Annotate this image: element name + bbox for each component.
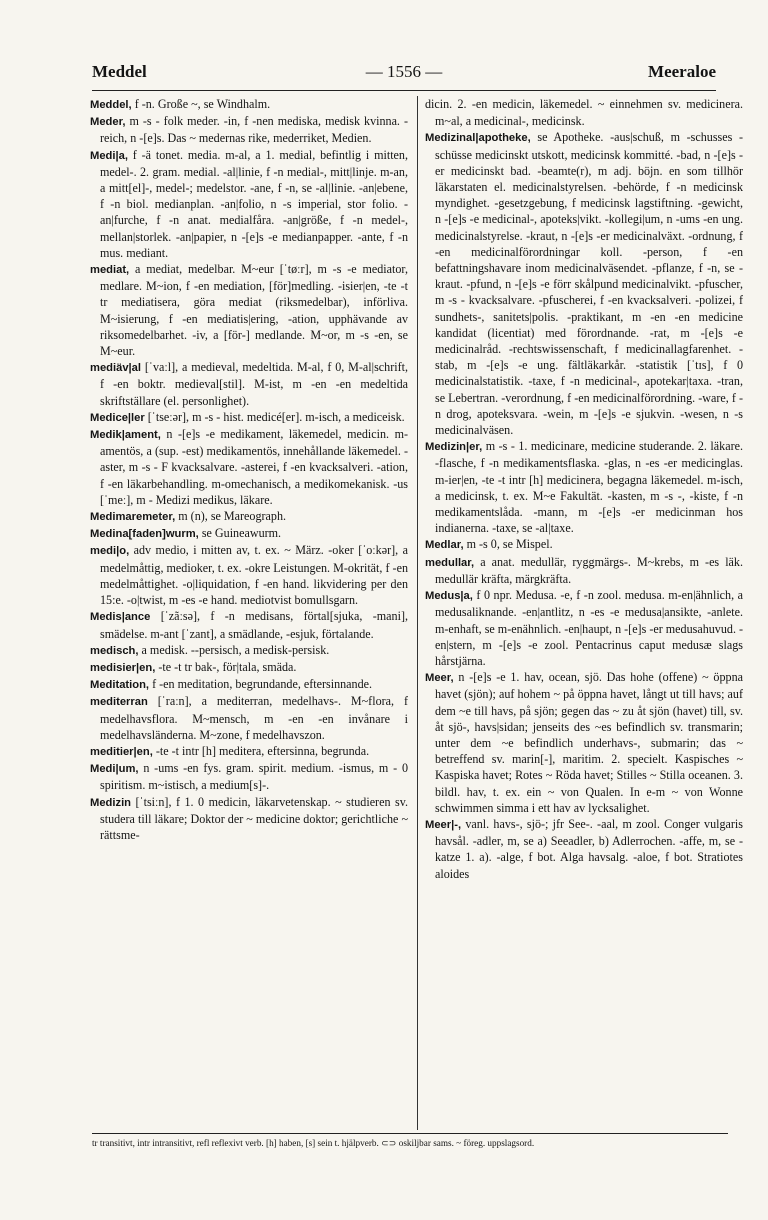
dictionary-entry [90,608,408,641]
dictionary-entry [90,359,408,409]
dictionary-entry [90,794,408,844]
dictionary-entry [90,96,408,113]
entry-definition: n -[e]s -e medikament, läkemedel, medicin. m-amentös, a (sup. -est) medikamentös, innehållande läkemedel. -aster, m -s - F kvacksalvare. -asterei, f -en kvacksalveri. -ation, f -en läkarbehandling. m-omechanisch, a medikomekanisk. -us [ˈmeː], m - Medizi medikus, läkare. [100,427,408,507]
dictionary-entry [90,743,408,760]
page-number: — 1556 — [365,62,443,81]
dictionary-entry [425,554,743,587]
dictionary-entry [425,438,743,536]
entry-headword: mediat, [90,264,130,277]
right-column [425,96,743,1128]
entry-headword: Medi|a, [90,149,128,162]
dictionary-entry [425,96,743,129]
entry-headword: Medizin [90,796,132,809]
entry-headword: medullar, [425,556,475,569]
entry-headword: Meddel, [90,99,132,111]
entry-headword: Meditation, [90,679,150,692]
dictionary-entry [425,129,743,438]
dictionary-entry [425,587,743,669]
entry-definition: [ˈtseːər], m -s - hist. medicé[er]. m-isch, a mediceisk. [147,409,405,424]
entry-headword: Meer|-, [425,818,462,831]
dictionary-entry [90,147,408,261]
dictionary-entry [90,261,408,359]
entry-headword: mediterran [90,696,148,709]
entry-headword: medi|o, [90,545,130,558]
dictionary-entry [425,536,743,553]
entry-headword: Medus|a, [425,590,473,603]
entry-definition: adv medio, i mitten av, t. ex. ~ März. -oker [ˈoːkər], a medelmåttig, medioker, t. ex. -okre Leistungen. M-okrität, f -en medelmåttighet. -o|liquidation, f -en hand. likvidering per den 15:e. -o|twist, m -es -e hand. mediotvist bomullsgarn. [100,543,408,608]
entry-headword: Medi|um, [90,763,139,776]
entry-definition: f -en meditation, begrundande, eftersinnande. [152,677,373,692]
entry-definition: f 0 npr. Medusa. -e, f -n zool. medusa. m-en|ähnlich, a medusaliknande. -en|antlitz, n -es -e medusa|ansikte, -anlete. m-enhaft, se m-enähnlich. -en|haupt, n -[e]s -er medusahuvud. -en|stern, m -[e]s -e zool. Pentacrinus caput medusæ slags hårstjärna. [435,588,743,668]
entry-definition: m (n), se Mareograph. [178,509,287,524]
entry-definition: f -n. Große ~, se Windhalm. [134,97,271,111]
dictionary-entry [90,642,408,659]
entry-definition: a anat. medullär, ryggmärgs-. M~krebs, m -es läk. medullär kräfta, märgkräfta. [435,554,743,586]
dictionary-entry [90,113,408,146]
entry-definition: n -[e]s -e 1. hav, ocean, sjö. Das hohe (offene) ~ öppna havet (sjön); auf hohem ~ på öppna havet, långt ut till havs; auf dem ~e till havs, på sjön; gegen das ~ zu åt sjön (havet) till, sv. åt sjö-, havs|sidan; jenseits des ~es befindlich sv. transmarin; unter dem ~e befindlich underhavs-, submarin; das ~ betreffend sv. marin[-], maritim. 2. specielt. Kaspisches ~ Kaspiska havet; Rotes ~ Röda havet; Stilles ~ Stilla oceanen. 3. bildl. hav, t. ex. ein ~ von Qualen. In e-m ~ von Wonne schwimmen simma i ett hav av lycksalighet. [435,670,743,815]
entry-definition: vanl. havs-, sjö-; jfr See-. -aal, m zool. Conger vulgaris havsål. -adler, m, se a) Seeadler, b) Adlerrochen. -affe, m, se -katze 1. a). -alge, f bot. Alga havsalg. -aloe, f bot. Stratiotes aloides [435,816,743,881]
header-rule [92,90,716,91]
entry-headword: Medizinal|apotheke, [425,132,531,145]
entry-definition: se Apotheke. -aus|schuß, m -schusses -schüsse medicinskt utskott, medicinsk kommitté. -bad, n -[e]s -er medicinskt bad. -beamte(r), m adj. böjn. en som tillhör läkarstaten el. medicinalstyrelsen. -behörde, f -n medicinsk myndighet. -gesetzgebung, f medicinsk lagstiftning. -gewicht, n -[e]s -e medicinal-, apoteks|vikt. -kollegi|um, n -ums -en ung. medicinalstyrelse. -kraut, n -[e]s -er medicinalväxt. -ordnung, f -en medicinalförordningar koll. -person, f -en befattningshavare inom medicinalväsendet. -pflanze, f -n, se -kraut. -pfund, n -[e]s -e förr skålpund medicinalvikt. -pfuscher, m -s - kvacksalvare. -pfuscherei, f -en kvacksalveri. -polizei, f sundhets-, sanitets|polis. -praktikant, m -en -en medicine kandidat (licentiat) med förordnande. -rat, m -[e]s -e medicinalråd. -rechtswissenschaft, f medicinallagfarenhet. -stab, m -[e]s -e ung. fältläkarkår. -statistik [ˈtɪs], f 0 medicinalstatistik. -taxe, f -n medicinal-, apotekar|taxa. -tran, se Lebertran. -verordnung, f -en medicinalförordning. -ware, f -n drog, apoteksvara. -wein, m -[e]s -e sjukvin. -wesen, n -s medicinalväsen. [435,130,743,438]
dictionary-entry [90,693,408,743]
entry-definition: [ˈzãːsə], f -n medisans, förtal[sjuka, -mani], smädelse. m-ant [ˈzant], a smädlande, -esjuk, förtalande. [100,609,408,641]
entry-definition: m -s 0, se Mispel. [466,537,553,552]
entry-definition: [ˈtsiːn], f 1. 0 medicin, läkarvetenskap. ~ studieren sv. studera till läkare; Doktor der ~ medicine doktor; gerichtliche ~ rättsme- [100,794,408,842]
entry-definition: f -ä tonet. media. m-al, a 1. medial, befintlig i mitten, medel-. 2. gram. medial. -al|linie, f -n medial-, mitt|linje. m-an, a mitt[el]-, medel-; medelstor. -ane, f -n, se -al|linie. -an|ebene, f -n biol. medianplan. -an|folio, n -s imperial, stor folio. -an|furche, f -n anat. medialfåra. -an|größe, f -n medel-, mellan|storlek. -an|papier, n -[e]s -e medianpapper. -ante, f -n mus. mediant. [100,147,408,260]
header-right-guideword: Meeraloe [648,62,716,81]
entry-headword: Medik|ament, [90,429,161,442]
entry-headword: Medina[faden]wurm, [90,528,199,541]
entry-definition: m -s - 1. medicinare, medicine studerande. 2. läkare. -flasche, f -n medikamentsflaska. -glas, n -es -er medicinglas. m-ier|en, -te -t intr [h] medicinera, begagna läkemedel. m-isch, a medicinsk, t. ex. M~e Fakultät. -kasten, m -s -, -kiste, f -n medikamentslåda. -mann, m -[e]s -er medicinman hos indianerna. -taxe, se -al|taxe. [435,439,743,536]
dictionary-entry [90,409,408,426]
entry-definition: -te -t intr [h] meditera, eftersinna, begrunda. [155,743,370,758]
entry-headword: mediäv|al [90,362,142,375]
entry-definition: [ˈraːn], a mediterran, medelhavs-. M~flora, f medelhavsflora. M~mensch, m -en -en invånare i medelhavsländerna. M~zone, f medelhavszon. [100,694,408,742]
entry-headword: medisch, [90,644,139,657]
column-divider [417,96,418,1130]
entry-definition: a medisk. --persisch, a medisk-persisk. [141,642,330,657]
dictionary-entry [90,525,408,542]
header-left-guideword: Meddel [92,62,147,81]
entry-definition: se Guineawurm. [201,526,282,541]
entry-headword: Meder, [90,116,126,129]
entry-headword: Medice|ler [90,411,145,424]
entry-definition: dicin. 2. -en medicin, läkemedel. ~ einnehmen sv. medicinera. m~al, a medicinal-, medicinsk. [425,97,743,129]
left-column [90,96,408,1128]
dictionary-entry [90,508,408,525]
entry-definition: m -s - folk meder. -in, f -nen mediska, medisk kvinna. -reich, n -[e]s. Das ~ medernas rike, mederriket, Medien. [100,114,408,146]
dictionary-entry [425,669,743,816]
entry-headword: Medizin|er, [425,441,483,454]
page-header [92,62,716,86]
entry-headword: Medimaremeter, [90,511,176,524]
footer-abbreviations: tr transitivt, intr intransitivt, refl reflexivt verb. [h] haben, [s] sein t. hjälpverb. ⊂⊃ oskiljbar sams. ~ föreg. uppslagsord. [92,1133,728,1149]
entry-headword: meditier|en, [90,745,153,758]
entry-definition: n -ums -en fys. gram. spirit. medium. -ismus, m - 0 spiritism. m~istisch, a medium[s]-. [100,761,408,793]
entry-headword: Medlar, [425,539,464,552]
dictionary-entry [90,426,408,508]
dictionary-entry [425,816,743,882]
dictionary-entry [90,760,408,793]
entry-headword: medisier|en, [90,661,156,674]
dictionary-entry [90,676,408,693]
entry-definition: a mediat, medelbar. M~eur [ˈtøːr], m -s -e mediator, medlare. M~ion, f -en mediation, [för]medling. -isier|en, -te -t tr mediatisera, göra mediat (riksmedelbar), införliva. M~isierung, f -en mediatis|ering, -ation, upphävande av riksomedelbarhet. -iv, a [för-] medlande. M~or, m -s -en, se M~eur. [100,262,408,359]
dictionary-entry [90,659,408,676]
entry-headword: Medis|ance [90,611,151,624]
dictionary-entry [90,542,408,608]
entry-headword: Meer, [425,672,454,685]
entry-definition: -te -t tr bak-, för|tala, smäda. [158,659,297,674]
entry-definition: [ˈvaːl], a medieval, medeltida. M-al, f 0, M-al|schrift, f -en boktr. medieval[stil]. M-ist, m -en -en medeltida skriftställare (el. personlighet). [100,360,408,408]
